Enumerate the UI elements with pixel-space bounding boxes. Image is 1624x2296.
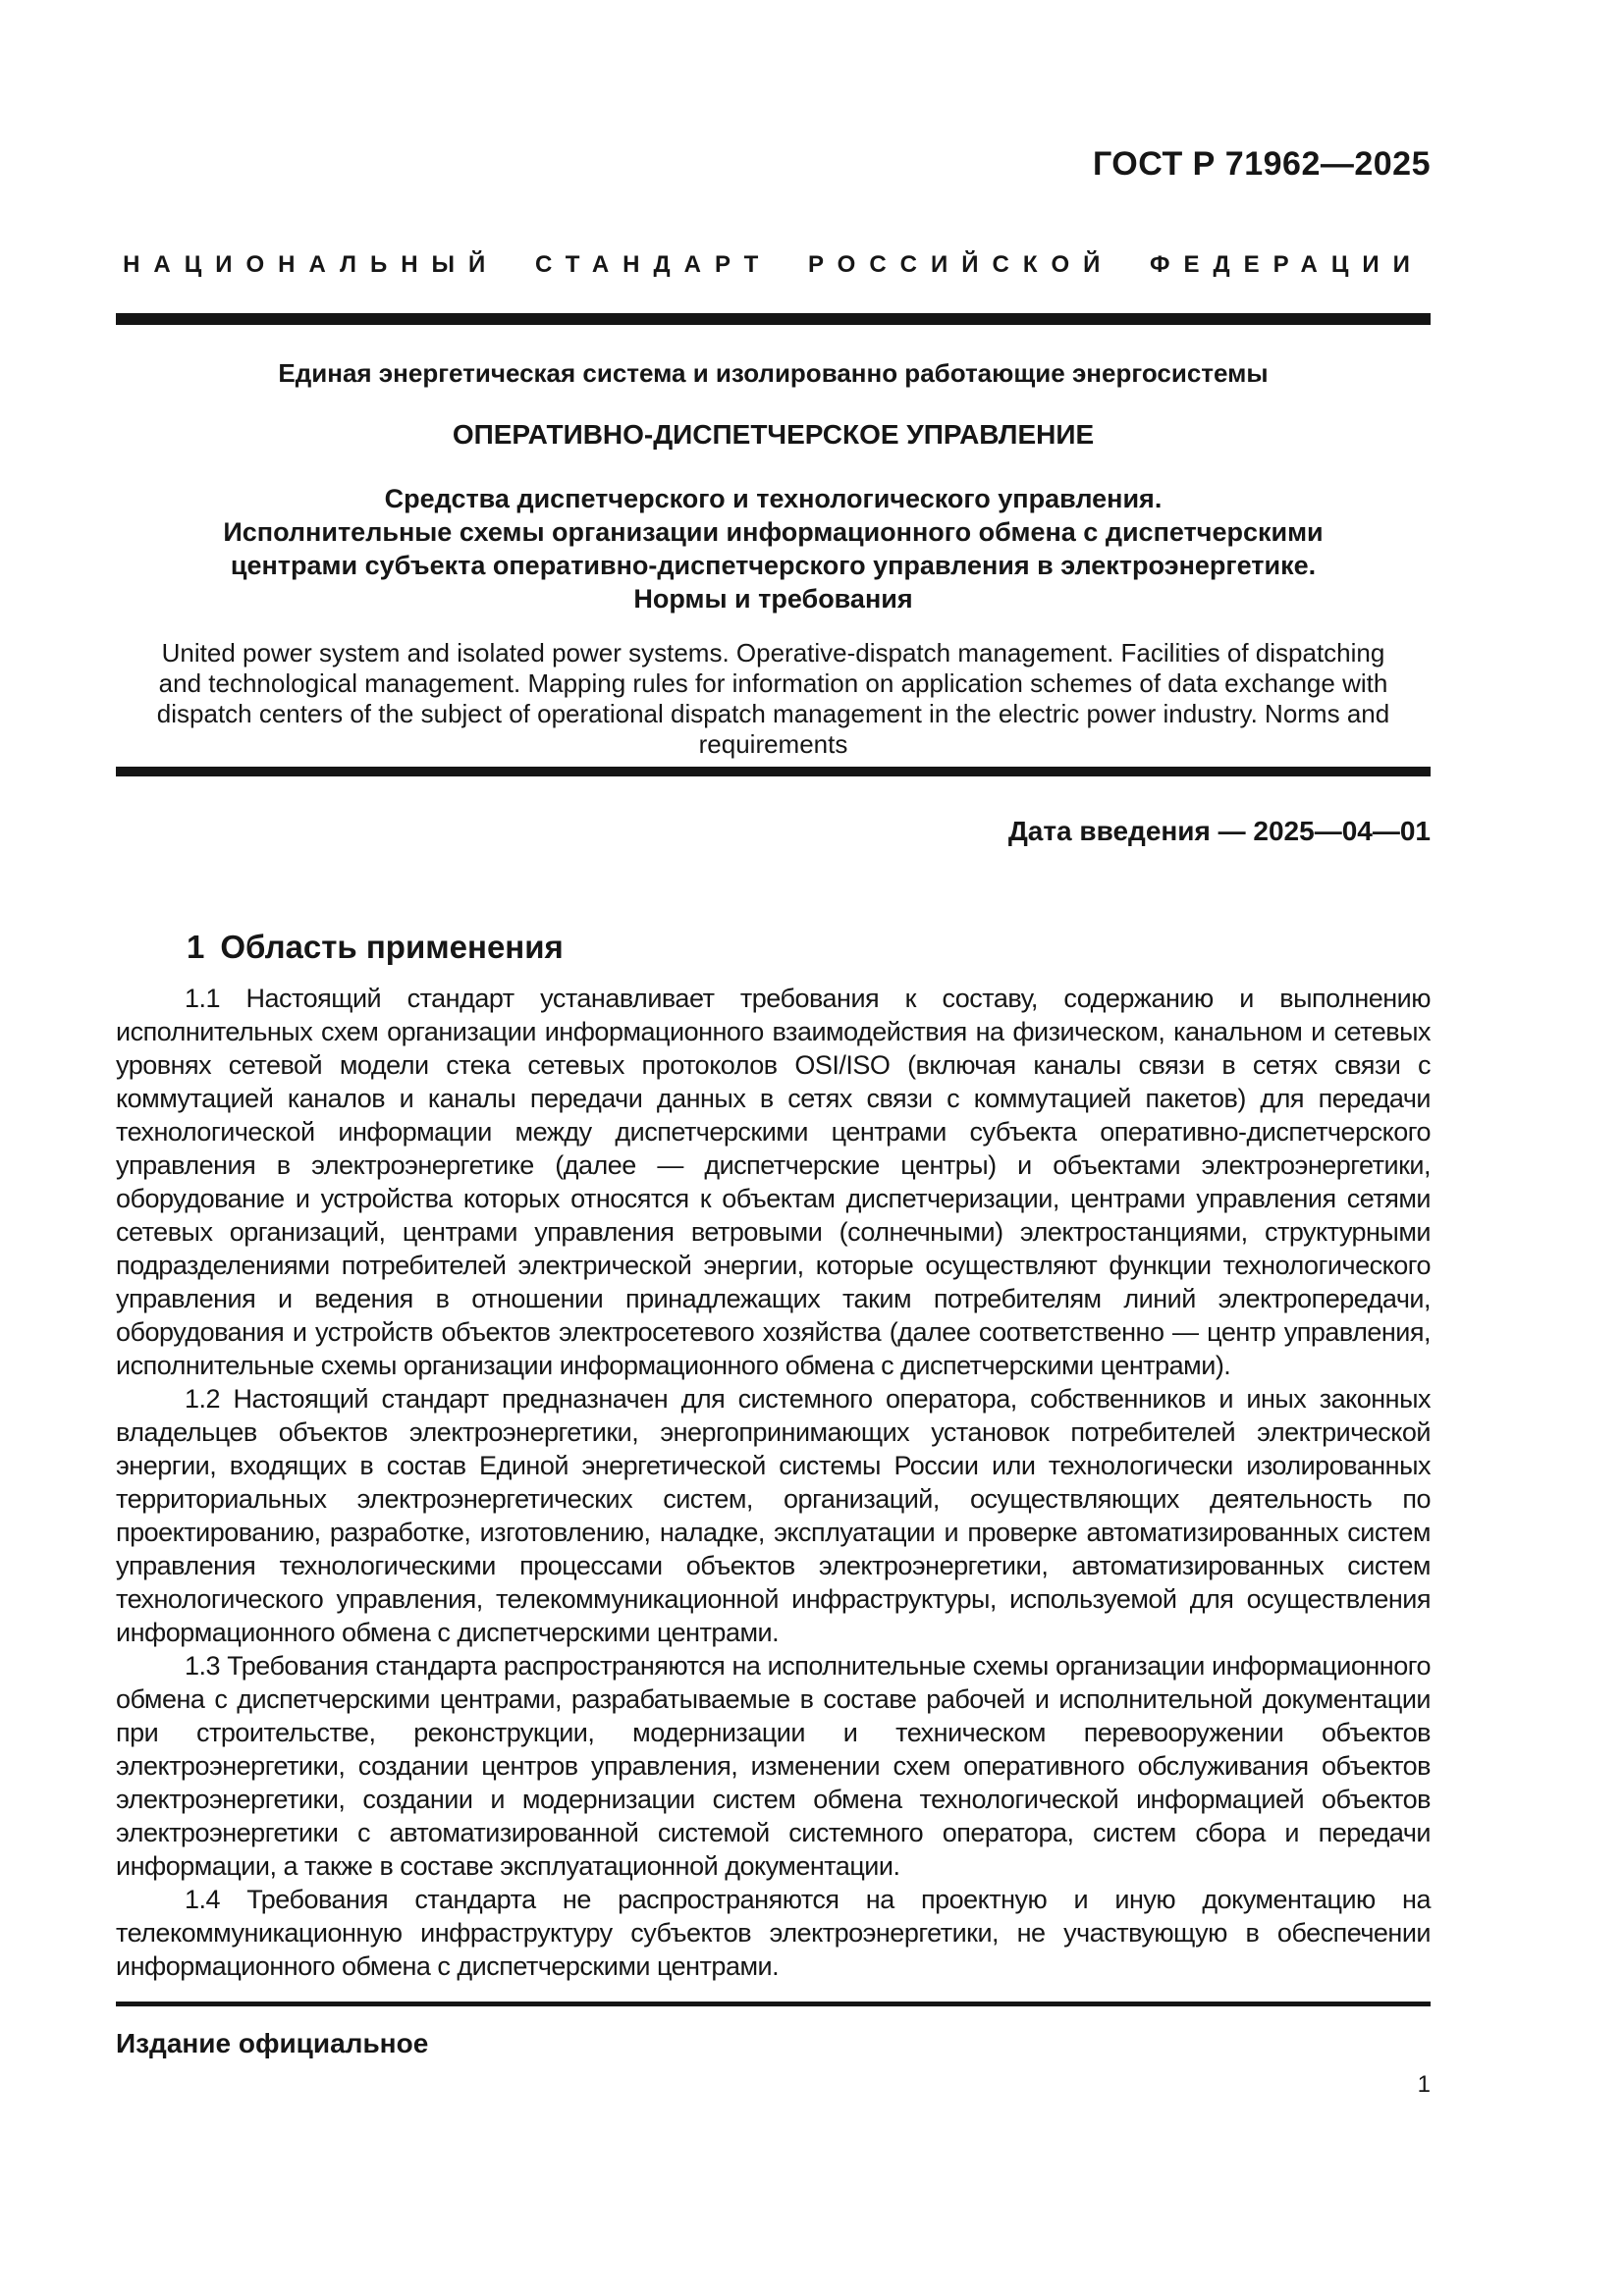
effective-date-line: Дата введения — 2025—04—01 (1007, 816, 1431, 846)
section-1-heading (187, 929, 564, 966)
section-number: 1 (187, 929, 205, 965)
footer-rule (116, 2002, 1431, 2006)
paragraph-1-1: 1.1 Настоящий стандарт устанавливает требования к составу, содержанию и выполнению исполнительных схем организации информационного взаимодействия на физическом, канальном и сетевых уровнях сетевой модели стека сетевых протоколов OSI/ISO (включая каналы связи в сетях связи с коммутацией каналов и каналы передачи данных в сетях связи с коммутацией пакетов) для передачи технологической информации между диспетчерскими центрами субъекта оперативно-диспетчерского управления в электроэнергетике (далее — диспетчерские центры) и объектами электроэнергетики, оборудование и устройства которых относятся к объектам диспетчеризации, центрами управления сетями сетевых организаций, центрами управления ветровыми (солнечными) электростанциями, структурными подразделениями потребителей электрической энергии, которые осуществляют функции технологического управления и ведения в отношении принадлежащих таким потребителям линий электропередачи, оборудования и устройств объектов электросетевого хозяйства (далее соответственно — центр управления, исполнительные схемы организации информационного обмена с диспетчерскими центрами). (116, 984, 1431, 1380)
section-1-body (116, 982, 1431, 1983)
document-code: ГОСТ Р 71962—2025 (1092, 145, 1431, 183)
edition-note: Издание официальное (116, 2028, 429, 2058)
national-standard-banner: НАЦИОНАЛЬНЫЙ СТАНДАРТ РОССИЙСКОЙ ФЕДЕРАЦИИ (123, 251, 1424, 278)
page-number: 1 (1417, 2071, 1431, 2098)
header-rule (116, 313, 1431, 325)
title-system-line: Единая энергетическая система и изолированно работающие энергосистемы (278, 358, 1269, 388)
title-subtitle (116, 482, 1431, 615)
english-annotation: United power system and isolated power systems. Operative-dispatch management. Facilities of dispatching and technological management. Mapping rules for information on application schemes of data exchange with dispatch centers of the subject of operational dispatch management in the electric power industry. Norms and requirements (156, 638, 1390, 759)
section-title: Область применения (220, 929, 564, 965)
title-subtitle-line: центрами субъекта оперативно-диспетчерского управления в электроэнергетике. (230, 551, 1317, 580)
title-subtitle-line: Нормы и требования (633, 584, 913, 614)
date-section-rule (116, 767, 1431, 776)
title-block (116, 357, 1431, 615)
paragraph-1-4: 1.4 Требования стандарта не распространяются на проектную и иную документацию на телекоммуникационную инфраструктуру субъектов электроэнергетики, не участвующую в обеспечении информационного обмена с диспетчерскими центрами. (116, 1885, 1431, 1981)
title-main-heading: ОПЕРАТИВНО-ДИСПЕТЧЕРСКОЕ УПРАВЛЕНИЕ (452, 419, 1095, 450)
title-subtitle-line: Средства диспетчерского и технологического управления. (384, 484, 1163, 513)
title-subtitle-line: Исполнительные схемы организации информационного обмена с диспетчерскими (223, 517, 1324, 547)
paragraph-1-3: 1.3 Требования стандарта распространяются на исполнительные схемы организации информационного обмена с диспетчерскими центрами, разрабатываемые в составе рабочей и исполнительной документации при строительстве, реконструкции, модернизации и техническом перевооружении объектов электроэнергетики, создании центров управления, изменении схем оперативного обслуживания объектов электроэнергетики, создании и модернизации систем обмена технологической информацией объектов электроэнергетики с автоматизированной системой системного оператора, систем сбора и передачи информации, а также в составе эксплуатационной документации. (116, 1651, 1431, 1881)
paragraph-1-2: 1.2 Настоящий стандарт предназначен для системного оператора, собственников и иных законных владельцев объектов электроэнергетики, энергопринимающих установок потребителей электрической энергии, входящих в состав Единой энергетической системы России или технологически изолированных территориальных электроэнергетических систем, организаций, осуществляющих деятельность по проектированию, разработке, изготовлению, наладке, эксплуатации и проверке автоматизированных систем управления технологическими процессами объектов электроэнергетики, автоматизированных систем технологического управления, телекоммуникационной инфраструктуры, используемой для осуществления информационного обмена с диспетчерскими центрами. (116, 1384, 1431, 1647)
